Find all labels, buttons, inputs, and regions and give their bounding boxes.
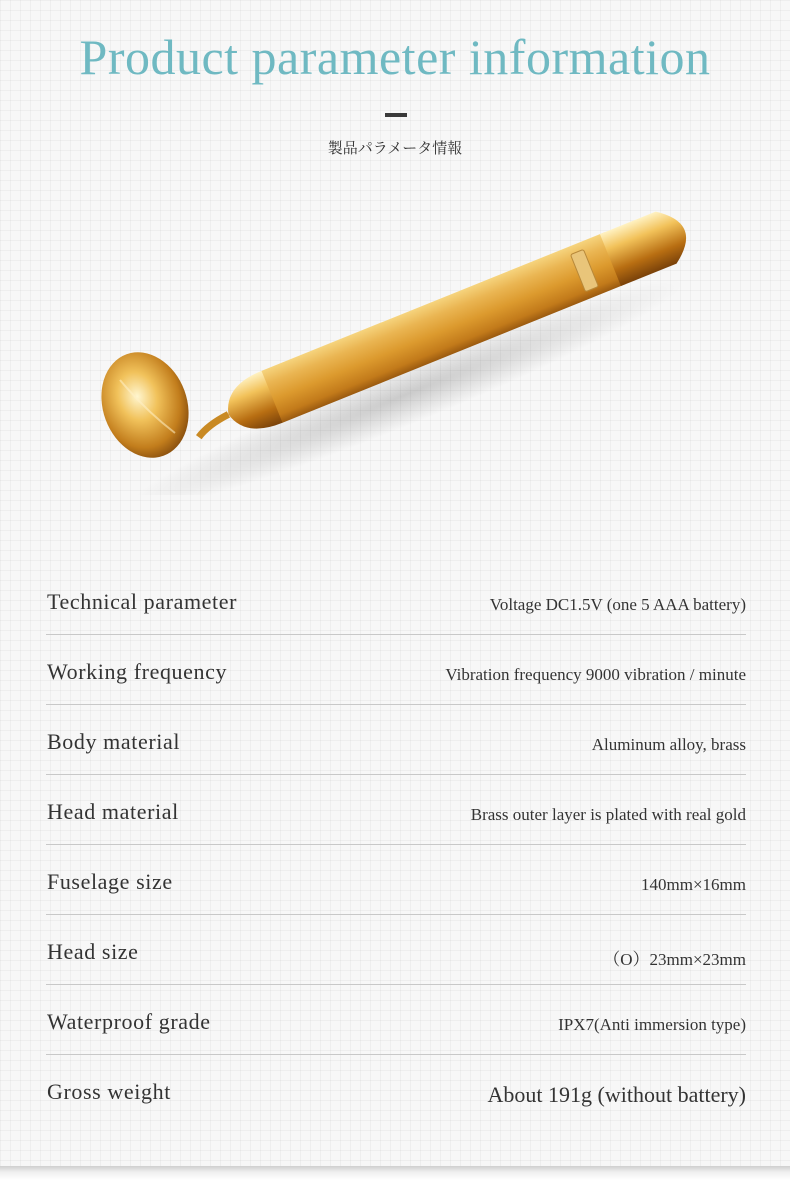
title-divider bbox=[385, 113, 407, 117]
param-value: Vibration frequency 9000 vibration / minute bbox=[445, 665, 746, 684]
param-value: Voltage DC1.5V (one 5 AAA battery) bbox=[489, 595, 746, 614]
param-row bbox=[46, 985, 746, 1055]
param-value: Aluminum alloy, brass bbox=[591, 735, 746, 754]
param-label: Gross weight bbox=[47, 1079, 171, 1104]
param-value: （O）23mm×23mm bbox=[603, 950, 746, 969]
param-value: Brass outer layer is plated with real gold bbox=[470, 805, 746, 824]
bottom-edge bbox=[0, 1166, 790, 1190]
param-row bbox=[46, 915, 746, 985]
param-label: Working frequency bbox=[47, 659, 228, 684]
param-row bbox=[46, 635, 746, 705]
param-value: 140mm×16mm bbox=[641, 875, 746, 894]
param-label: Body material bbox=[47, 729, 181, 754]
param-row bbox=[46, 775, 746, 845]
product-image bbox=[85, 195, 715, 495]
param-label: Fuselage size bbox=[47, 869, 173, 894]
param-label: Head material bbox=[47, 799, 179, 824]
param-row bbox=[46, 1055, 746, 1124]
param-row bbox=[46, 565, 746, 635]
param-value: IPX7(Anti immersion type) bbox=[558, 1015, 746, 1034]
page-subtitle: 製品パラメータ情報 bbox=[327, 139, 463, 157]
param-label: Waterproof grade bbox=[47, 1009, 211, 1034]
param-label: Head size bbox=[47, 939, 139, 964]
page-title: Product parameter information bbox=[79, 29, 711, 85]
param-row bbox=[46, 845, 746, 915]
param-label: Technical parameter bbox=[47, 589, 238, 614]
head-stem bbox=[195, 414, 232, 437]
param-row bbox=[46, 705, 746, 775]
param-value: About 191g (without battery) bbox=[487, 1082, 746, 1107]
parameter-table bbox=[46, 565, 746, 1124]
massage-head bbox=[87, 340, 203, 470]
